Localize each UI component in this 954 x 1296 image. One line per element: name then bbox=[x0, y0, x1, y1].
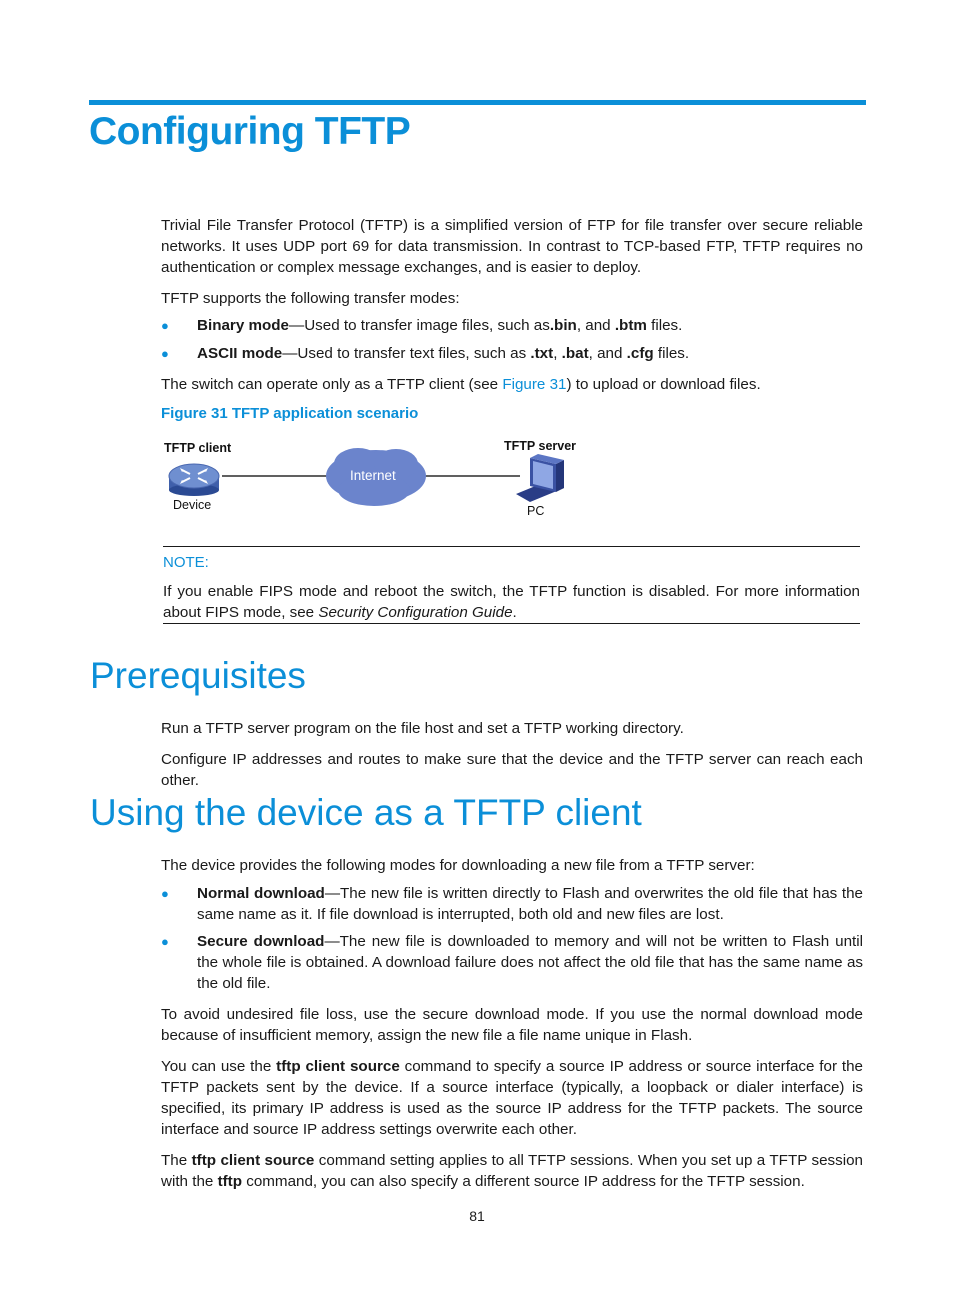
tftp-diagram bbox=[160, 432, 590, 522]
client-paragraph-2: To avoid undesired file loss, use the secure download mode. If you use the normal download mode because of insufficient memory, assign the new file a file name unique in Flash. bbox=[161, 1006, 863, 1044]
client-paragraph-1: The device provides the following modes for downloading a new file from a TFTP server: bbox=[161, 857, 755, 874]
page-number: 81 bbox=[469, 1208, 485, 1224]
client-paragraph-3: You can use the tftp client source command to specify a source IP address or source interface for the TFTP packets sent by the device. If a source interface (typically, a loopback or dialer interface) is specified, its primary IP address is used as the source IP address for the TFTP packets. The source interface and source IP address settings overwrite each other. bbox=[161, 1058, 863, 1138]
client-sentence: The switch can operate only as a TFTP client (see Figure 31) to upload or download files. bbox=[161, 376, 761, 393]
device-label: Device bbox=[173, 498, 212, 512]
note-heading: NOTE: bbox=[163, 554, 209, 571]
bullet-icon: ● bbox=[161, 318, 169, 333]
prerequisites-heading: Prerequisites bbox=[90, 655, 306, 696]
note-rule-top bbox=[163, 546, 860, 547]
prereq-paragraph-1: Run a TFTP server program on the file host and set a TFTP working directory. bbox=[161, 720, 684, 737]
intro-paragraph: Trivial File Transfer Protocol (TFTP) is a simplified version of FTP for file transfer over secure reliable networks. It uses UDP port 69 for data transmission. In contrast to TCP-based FTP, TFTP requires no authentication or complex message exchanges, and is easier to deploy. bbox=[161, 217, 863, 276]
page-title: Configuring TFTP bbox=[89, 110, 411, 153]
bullet-icon: ● bbox=[161, 886, 169, 901]
client-section-heading: Using the device as a TFTP client bbox=[90, 792, 642, 833]
note-text: If you enable FIPS mode and reboot the switch, the TFTP function is disabled. For more information about FIPS mode, see Security Configuration Guide. bbox=[163, 583, 860, 621]
tftp-client-label: TFTP client bbox=[164, 441, 232, 455]
client-paragraph-4: The tftp client source command setting applies to all TFTP sessions. When you set up a TFTP session with the tftp command, you can also specify a different source IP address for the TFTP session. bbox=[161, 1152, 863, 1190]
internet-label: Internet bbox=[350, 468, 396, 483]
tftp-server-label: TFTP server bbox=[504, 439, 577, 453]
pc-label: PC bbox=[527, 504, 545, 518]
modes-intro: TFTP supports the following transfer modes: bbox=[161, 290, 460, 307]
note-rule-bottom bbox=[163, 623, 860, 624]
bullet-icon: ● bbox=[161, 934, 169, 949]
bullet-icon: ● bbox=[161, 346, 169, 361]
title-rule bbox=[89, 100, 866, 105]
figure-link[interactable]: Figure 31 bbox=[502, 376, 567, 393]
pc-icon bbox=[516, 454, 564, 502]
prereq-paragraph-2: Configure IP addresses and routes to make sure that the device and the TFTP server can reach each other. bbox=[161, 751, 863, 789]
figure-caption: Figure 31 TFTP application scenario bbox=[161, 405, 419, 422]
router-icon bbox=[169, 464, 219, 496]
